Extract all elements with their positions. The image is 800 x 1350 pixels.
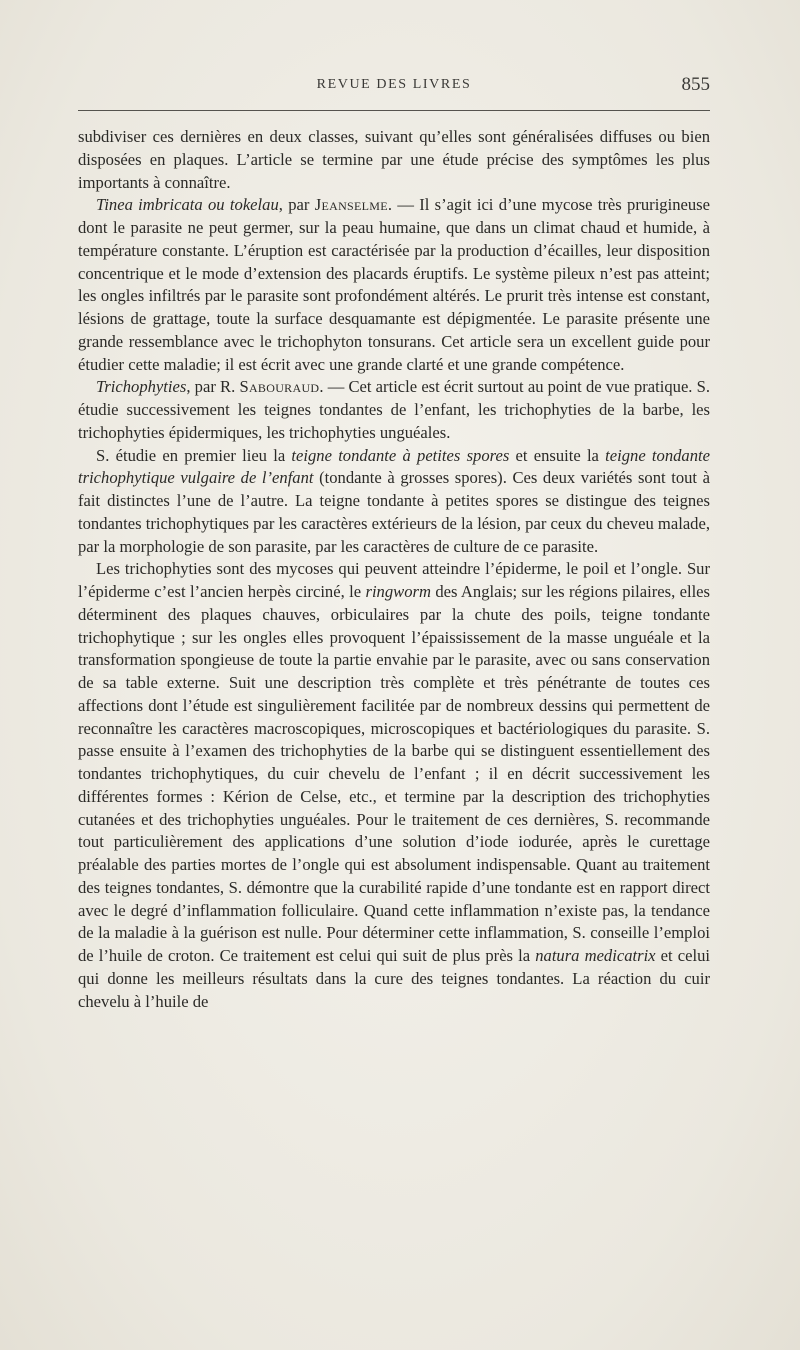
text-run: (tondante à grosses spores). Ces deux variétés sont tout à fait distinctes l’une de l’autre. La teigne tondante à petites spores se distingue des teignes tondantes trichophytiques par les caractères extérieurs de la lésion, par ceux du cheveu malade, par la morphologie de son parasite, par les caractères de culture de ce parasite. [78, 468, 710, 556]
italic-text: teigne tondante trichophytique vulgaire de l’enfant [78, 445, 710, 488]
paragraph [78, 445, 710, 559]
text-run: S. étudie en premier lieu la [96, 445, 292, 465]
header-rule [78, 110, 710, 111]
text-run: , par [278, 195, 315, 215]
text-run: , par R. [186, 377, 240, 397]
italic-text: natura medicatrix [535, 946, 656, 965]
page-number: 855 [681, 74, 710, 95]
paragraph [78, 376, 710, 444]
author-name: Sabouraud [239, 377, 320, 397]
italic-text: Trichophyties [96, 377, 187, 397]
body-text [78, 126, 710, 1013]
italic-text: ringworm [365, 582, 431, 601]
text-run: subdiviser ces dernières en deux classes, suivant qu’elles sont généralisées diffuses ou bien disposées en plaques. L’article se termine par une étude précise des symptômes les plus importants à connaître. [78, 127, 710, 192]
italic-text: teigne tondante à petites spores [291, 445, 510, 465]
running-title: REVUE DES LIVRES [316, 77, 472, 92]
text-run: Les trichophyties sont des mycoses qui peuvent atteindre l’épiderme, le poil et l’ongle. Sur l’épiderme c’est l’ancien herpès circiné, le [78, 559, 710, 601]
paragraph [78, 558, 710, 1013]
paragraph [78, 126, 710, 194]
italic-text: Tinea imbricata ou tokelau [96, 195, 279, 215]
author-name: Jeanselme [314, 195, 388, 215]
text-run: . — Cet article est écrit surtout au point de vue pratique. S. étudie successivement les teignes tondantes de l’enfant, les trichophyties de la barbe, les trichophyties épidermiques, les trichophyties unguéales. [78, 377, 711, 442]
paragraph [78, 194, 710, 376]
text-run: . — Il s’agit ici d’une mycose très prurigineuse dont le parasite ne peut germer, sur la peau humaine, que dans un climat chaud et humide, à température constante. L’éruption est caractérisée par la production d’écailles, leur disposition concentrique et le mode d’extension des placards éruptifs. Le système pileux n’est pas atteint; les ongles infiltrés par le parasite sont profondément altérés. Le prurit très intense est constant, lésions de grattage, toute la surface desquamante est dépigmentée. Le parasite présente une grande ressemblance avec le trichophyton tonsurans. Cet article sera un excellent guide pour étudier cette maladie; il est écrit avec une grande clarté et une grande compétence. [78, 195, 710, 374]
text-run: et ensuite la [509, 445, 606, 465]
text-run: et celui qui donne les meilleurs résultats dans la cure des teignes tondantes. La réaction du cuir chevelu à l’huile de [78, 946, 710, 1011]
page-header [78, 74, 710, 100]
text-run: des Anglais; sur les régions pilaires, elles déterminent des plaques chauves, orbiculaires par la chute des poils, teigne tondante trichophytique ; sur les ongles elles provoquent l’épaississement de la masse unguéale et la transformation spongieuse de toute la partie envahie par le parasite, avec ou sans conservation de sa table externe. Suit une description très complète et très pénétrante de toutes ces affections dont l’étude est singulièrement facilitée par de nombreux dessins qui permettent de reconnaître les caractères macroscopiques, microscopiques et bactériologiques du parasite. S. passe ensuite à l’examen des trichophyties de la barbe qui se distinguent essentiellement des tondantes trichophytiques, du cuir chevelu de l’enfant ; il en décrit successivement les différentes formes : Kérion de Celse, etc., et termine par la description des trichophyties cutanées et des trichophyties unguéales. Pour le traitement de ces dernières, S. recommande tout particulièrement des applications d’une solution d’iode iodurée, après le curettage préalable des parties mortes de l’ongle qui est absolument indispensable. Quant au traitement des teignes tondantes, S. démontre que la curabilité rapide d’une tondante est en rapport direct avec le degré d’inflammation folliculaire. Quand cette inflammation n’existe pas, la tendance de la maladie à la guérison est nulle. Pour déterminer cette inflammation, S. conseille l’emploi de l’huile de croton. Ce traitement est celui qui suit de plus près la [78, 582, 711, 965]
